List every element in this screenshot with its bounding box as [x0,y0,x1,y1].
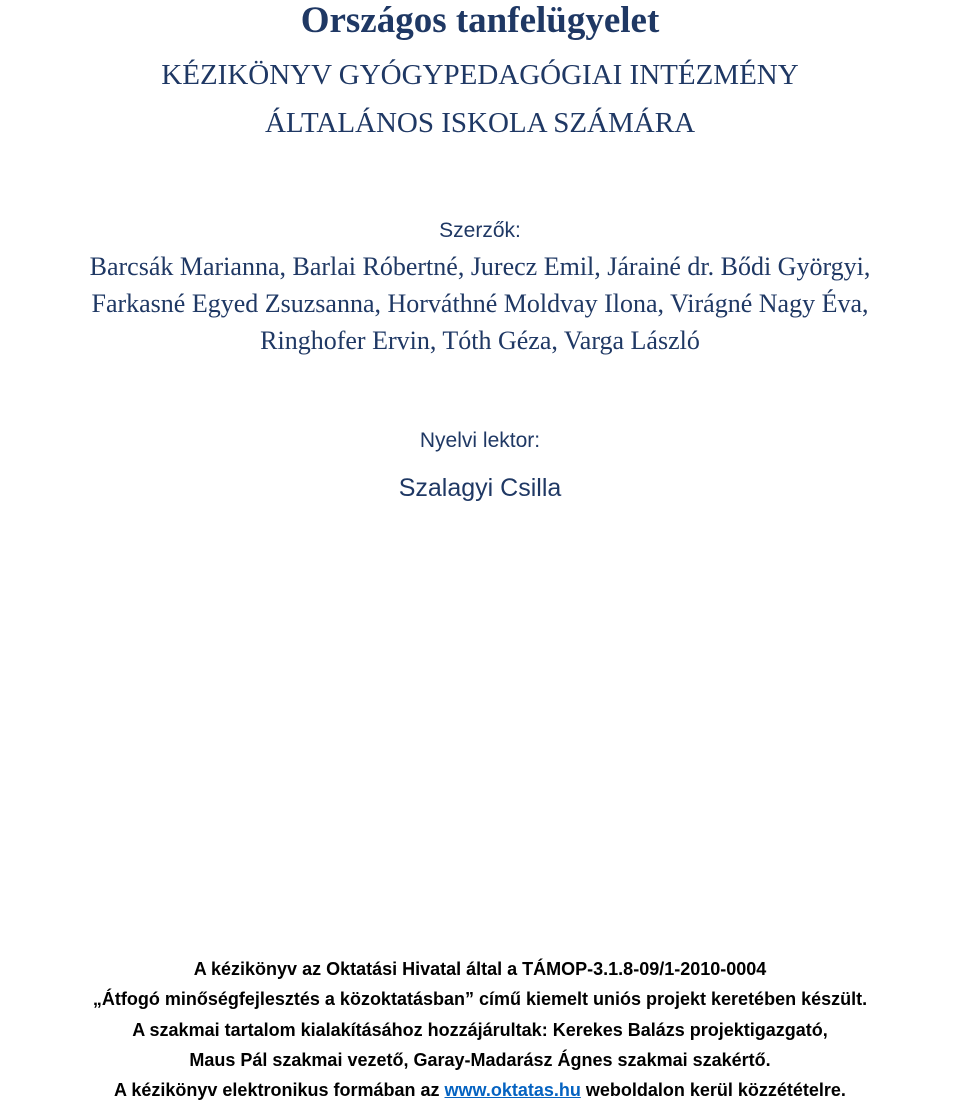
authors-line-2: Farkasné Egyed Zsuzsanna, Horváthné Moldvay Ilona, Virágné Nagy Éva, [91,289,869,318]
footer-line-4: Maus Pál szakmai vezető, Garay-Madarász Ágnes szakmai szakértő. [189,1050,771,1070]
footer-line-5 [0,1079,960,1101]
oktatas-website-link[interactable]: www.oktatas.hu [444,1080,581,1100]
authors-line-3: Ringhofer Ervin, Tóth Géza, Varga László [260,326,700,355]
footer-line-3: A szakmai tartalom kialakításához hozzájárultak: Kerekes Balázs projektigazgató, [132,1020,828,1040]
document-title: Országos tanfelügyelet [300,0,660,41]
lektor-name: Szalagyi Csilla [398,474,562,502]
authors-line-1: Barcsák Marianna, Barlai Róbertné, Jurecz Emil, Járainé dr. Bődi Györgyi, [89,252,871,281]
lektor-label: Nyelvi lektor: [419,429,541,452]
footer-line-2: „Átfogó minőségfejlesztés a közoktatásban” című kiemelt uniós projekt keretében készült. [92,989,868,1009]
footer-line-5-prefix: A kézikönyv elektronikus formában az [114,1080,445,1100]
subtitle-line-2: ÁLTALÁNOS ISKOLA SZÁMÁRA [264,107,696,139]
footer-line-1: A kézikönyv az Oktatási Hivatal által a TÁMOP-3.1.8-09/1-2010-0004 [193,959,767,979]
footer-line-5-suffix: weboldalon kerül közzétételre. [580,1080,846,1100]
authors-label: Szerzők: [439,219,521,242]
subtitle-line-1: KÉZIKÖNYV GYÓGYPEDAGÓGIAI INTÉZMÉNY [161,59,799,91]
